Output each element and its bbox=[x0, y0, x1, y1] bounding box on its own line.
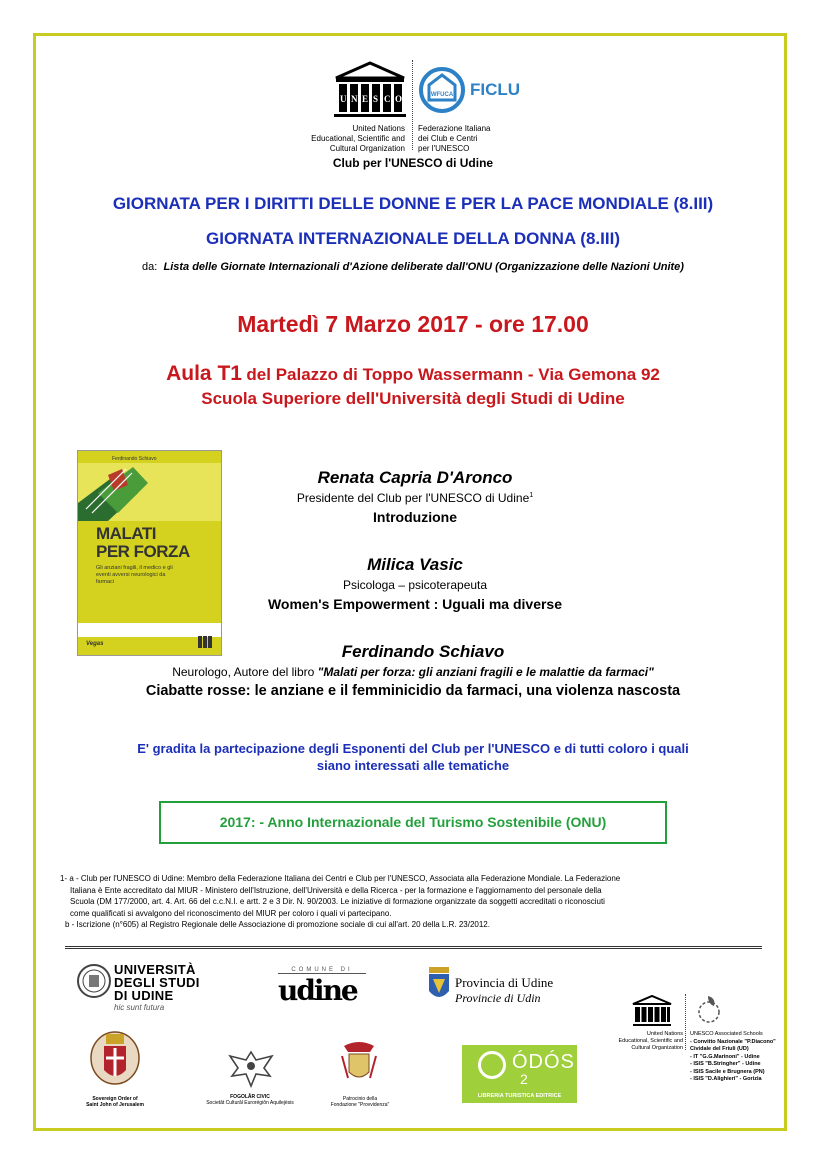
book-publisher: Vegas bbox=[86, 641, 104, 647]
odos-sub: LIBRERIA TURISTICA EDITRICE bbox=[477, 1093, 562, 1099]
uniud-motto: hic sunt futura bbox=[114, 1003, 165, 1012]
unesco-logo bbox=[330, 60, 410, 122]
svg-text:O: O bbox=[395, 94, 403, 104]
footnote-a: 1- a - Club per l'UNESCO di Udine: Membro della Federazione Italiana dei Centri e Club per l'UNESCO, Associata alla Federazione Mondiale. La Federazione Italiana è Ente accreditato dal MIUR - Ministero dell'Istruzione, dell'Università e della Ricerca - per la formazione e l'aggiornamento del personale della Scuola (DM 177/2000, art. 4. Art. 66 del c.c.N.I. e artt. 2 e 3 Dir. N. 90/2003. Le iniziative di formazione organizzate da soggetti accreditati o riconosciuti come qualificati si avvalgono del riconoscimento del MIUR per coloro i quali vi partecipano. b - Iscrizione (n°605) al Registro Regionale delle Associazione di promozione sociale di cui all'art. 20 della L.R. 23/2012. bbox=[60, 873, 760, 931]
event-venue-line bbox=[40, 362, 786, 386]
footer-rule bbox=[65, 946, 762, 949]
speaker-topic: Women's Empowerment : Uguali ma diverse bbox=[267, 596, 563, 612]
club-name: Club per l'UNESCO di Udine bbox=[332, 156, 494, 170]
title-line-1: GIORNATA PER I DIRITTI DELLE DONNE E PER LA PACE MONDIALE (8.III) bbox=[112, 194, 714, 213]
provincia-shield bbox=[427, 967, 451, 1003]
speaker-3 bbox=[40, 642, 786, 699]
ficlu-caption: Federazione Italiana dei Club e Centri per l'UNESCO bbox=[418, 124, 491, 153]
speaker-role: Presidente del Club per l'UNESCO di Udine$^1$ bbox=[296, 491, 534, 505]
unesco-small-logo bbox=[630, 994, 674, 1028]
footnote-mark: 1 bbox=[529, 492, 534, 499]
schools-list: UNESCO Associated Schools - Convitto Nazionale "P.Diacono" Cividale del Friuli (UD) - IT "G.G.Marinoni" - Udine - ISIS "B.Stringher" - Udine - ISIS Sacile e Brugnera (PN) - ISIS "D.Alighieri" - Gorizia bbox=[690, 1031, 776, 1082]
provvidenza-crest bbox=[340, 1038, 378, 1088]
speaker-topic: Ciabatte rosse: le anziane e il femminicidio da farmaci, una violenza nascosta bbox=[145, 683, 681, 699]
malta-caption: Sovereign Order of Saint John of Jerusalem bbox=[86, 1096, 144, 1108]
title-line-2: GIORNATA INTERNAZIONALE DELLA DONNA (8.III) bbox=[206, 229, 620, 248]
speaker-2 bbox=[190, 555, 640, 612]
provincia-name-friulan: Provincie di Udin bbox=[455, 991, 541, 1005]
source-text: Lista delle Giornate Internazionali d'Azione deliberate dall'ONU (Organizzazione delle Nazioni Unite) bbox=[163, 261, 684, 273]
event-date: Martedì 7 Marzo 2017 - ore 17.00 bbox=[237, 311, 589, 337]
source-prefix: da: bbox=[142, 261, 158, 273]
comune-udine-logo bbox=[278, 967, 366, 1011]
svg-text:WFUCA: WFUCA bbox=[430, 92, 454, 98]
uniud-name: UNIVERSITÀ DEGLI STUDI DI UDINE bbox=[114, 962, 200, 1003]
comune-label: COMUNE DI bbox=[278, 967, 366, 974]
event-venue: del Palazzo di Toppo Wassermann - Via Gemona 92 bbox=[246, 365, 660, 384]
speaker-1 bbox=[190, 468, 640, 525]
book-subtitle: Gli anziani fragili, il medico e gli eventi avversi neurologici da farmaci bbox=[96, 565, 173, 585]
speaker-name: Ferdinando Schiavo bbox=[341, 642, 505, 661]
svg-text:U: U bbox=[340, 94, 347, 104]
fogolar-eagle bbox=[226, 1046, 276, 1092]
speaker-role: Neurologo, Autore del libro "Malati per forza: gli anziani fragili e le malattie da farmaci" bbox=[172, 665, 654, 679]
book-author: Ferdinando Schiavo bbox=[112, 456, 157, 462]
event-room: Aula T1 bbox=[166, 362, 242, 385]
provvidenza-caption: Patrocinio della Fondazione "Provvidenza" bbox=[330, 1096, 390, 1108]
header-divider bbox=[412, 60, 414, 150]
book-white-band bbox=[78, 623, 221, 637]
svg-text:C: C bbox=[384, 94, 391, 104]
fogolar-caption: FOGOLÂR CIVIC Societât Culturâl Eurorégiôn Aquilejèsis bbox=[206, 1094, 294, 1106]
unesco-small-caption: United Nations Educational, Scientific and Cultural Organization bbox=[618, 1031, 683, 1051]
speaker-topic: Introduzione bbox=[373, 509, 457, 525]
year-box: 2017: - Anno Internazionale del Turismo Sostenibile (ONU) bbox=[159, 801, 667, 844]
aspnet-emblem bbox=[694, 994, 724, 1024]
ficlu-name: FICLU bbox=[470, 80, 521, 99]
ficlu-emblem bbox=[418, 66, 466, 114]
comune-name: udine bbox=[278, 974, 357, 1007]
speaker-name: Renata Capria D'Aronco bbox=[317, 468, 513, 487]
provincia-name: Provincia di Udine bbox=[455, 975, 554, 990]
source-line bbox=[40, 261, 786, 273]
invite-text: E' gradita la partecipazione degli Esponenti del Club per l'UNESCO e di tutti coloro i quali siano interessati alle tematiche bbox=[137, 741, 689, 773]
odos-circle bbox=[478, 1051, 506, 1079]
schools-divider bbox=[685, 994, 687, 1050]
odos-two: 2 bbox=[520, 1071, 528, 1087]
svg-text:N: N bbox=[351, 94, 358, 104]
svg-text:E: E bbox=[362, 94, 369, 104]
speaker-name: Milica Vasic bbox=[367, 555, 463, 574]
svg-text:S: S bbox=[373, 94, 379, 104]
odos-name: ÓDÓS bbox=[512, 1051, 575, 1073]
event-school: Scuola Superiore dell'Università degli Studi di Udine bbox=[201, 389, 625, 408]
speaker-role: Psicologa – psicoterapeuta bbox=[342, 578, 488, 592]
unesco-caption: United Nations Educational, Scientific and Cultural Organization bbox=[311, 124, 405, 153]
malta-order-crest bbox=[88, 1030, 142, 1092]
book-title: MALATI PER FORZA bbox=[96, 524, 190, 561]
footnote-b: b - Iscrizione (n°605) al Registro Regionale delle Associazione di promozione sociale di cui all'art. 20 della L.R. 23/2012. bbox=[65, 920, 490, 929]
uniud-seal bbox=[76, 963, 112, 999]
odos-logo bbox=[462, 1045, 577, 1103]
